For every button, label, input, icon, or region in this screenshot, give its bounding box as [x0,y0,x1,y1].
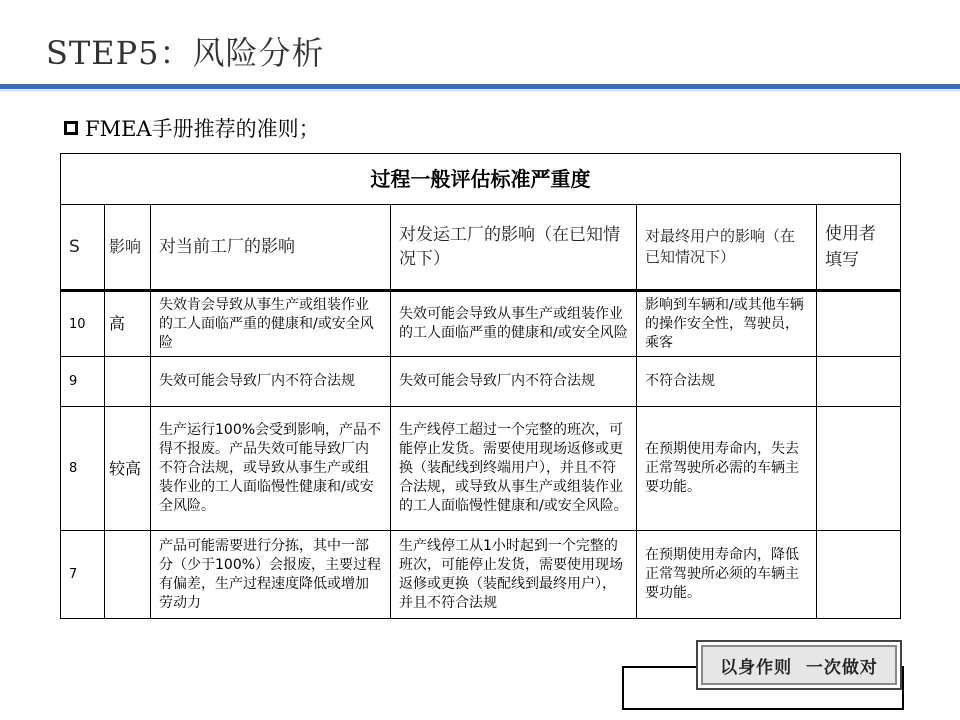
current-plant-cell: 生产运行100%会受到影响，产品不得不报废。产品失效可能导致厂内不符合法规，或导致从事生产或组装作业的工人面临慢性健康和/或安全风险。 [151,407,391,531]
ship-to-plant-cell: 生产线停工超过一个完整的班次，可能停止发货。需要使用现场返修或更换（装配线到终端用户），并且不符合法规，或导致从事生产或组装作业的工人面临慢性健康和/或安全风险。 [391,407,637,531]
ship-to-plant-cell: 失效可能会导致从事生产或组装作业的工人面临严重的健康和/或安全风险 [391,291,637,357]
end-user-cell: 不符合法规 [637,357,817,407]
severity-value: 10 [61,291,105,357]
impact-level [105,357,151,407]
square-bullet-icon [64,121,78,135]
user-fill-cell [817,357,901,407]
table-header-row [61,205,901,291]
title-divider-shadow [0,90,960,91]
page-title: STEP5：风险分析 [46,34,325,72]
bullet-item [64,113,320,143]
impact-level: 高 [105,291,151,357]
header-user-fill: 使用者填写 [817,205,901,291]
severity-value: 7 [61,531,105,619]
header-ship-to-plant: 对发运工厂的影响（在已知情况下） [391,205,637,291]
ship-to-plant-cell: 生产线停工从1小时起到一个完整的班次，可能停止发货，需要使用现场返修或更换（装配线到最终用户），并且不符合法规 [391,531,637,619]
motto-label: 以身作则 一次做对 [696,640,902,690]
table-row [61,357,901,407]
end-user-cell: 影响到车辆和/或其他车辆的操作安全性，驾驶员，乘客 [637,291,817,357]
impact-level: 较高 [105,407,151,531]
severity-value: 9 [61,357,105,407]
title-divider [0,84,960,89]
user-fill-cell [817,407,901,531]
table-caption: 过程一般评估标准严重度 [61,154,901,205]
header-s: S [61,205,105,291]
table-row [61,407,901,531]
user-fill-cell [817,291,901,357]
header-end-user: 对最终用户的影响（在已知情况下） [637,205,817,291]
current-plant-cell: 失效可能会导致厂内不符合法规 [151,357,391,407]
current-plant-cell: 失效肯会导致从事生产或组装作业的工人面临严重的健康和/或安全风险 [151,291,391,357]
severity-criteria-table [60,153,901,619]
end-user-cell: 在预期使用寿命内，失去正常驾驶所必需的车辆主要功能。 [637,407,817,531]
end-user-cell: 在预期使用寿命内，降低正常驾驶所必须的车辆主要功能。 [637,531,817,619]
user-fill-cell [817,531,901,619]
impact-level [105,531,151,619]
bullet-text: FMEA手册推荐的准则； [85,117,320,141]
header-current-plant: 对当前工厂的影响 [151,205,391,291]
current-plant-cell: 产品可能需要进行分拣，其中一部分（少于100%）会报废，主要过程有偏差，生产过程速度降低或增加劳动力 [151,531,391,619]
table-row [61,291,901,357]
table-caption-row [61,154,901,205]
header-impact: 影响 [105,205,151,291]
table-row [61,531,901,619]
severity-value: 8 [61,407,105,531]
ship-to-plant-cell: 失效可能会导致厂内不符合法规 [391,357,637,407]
